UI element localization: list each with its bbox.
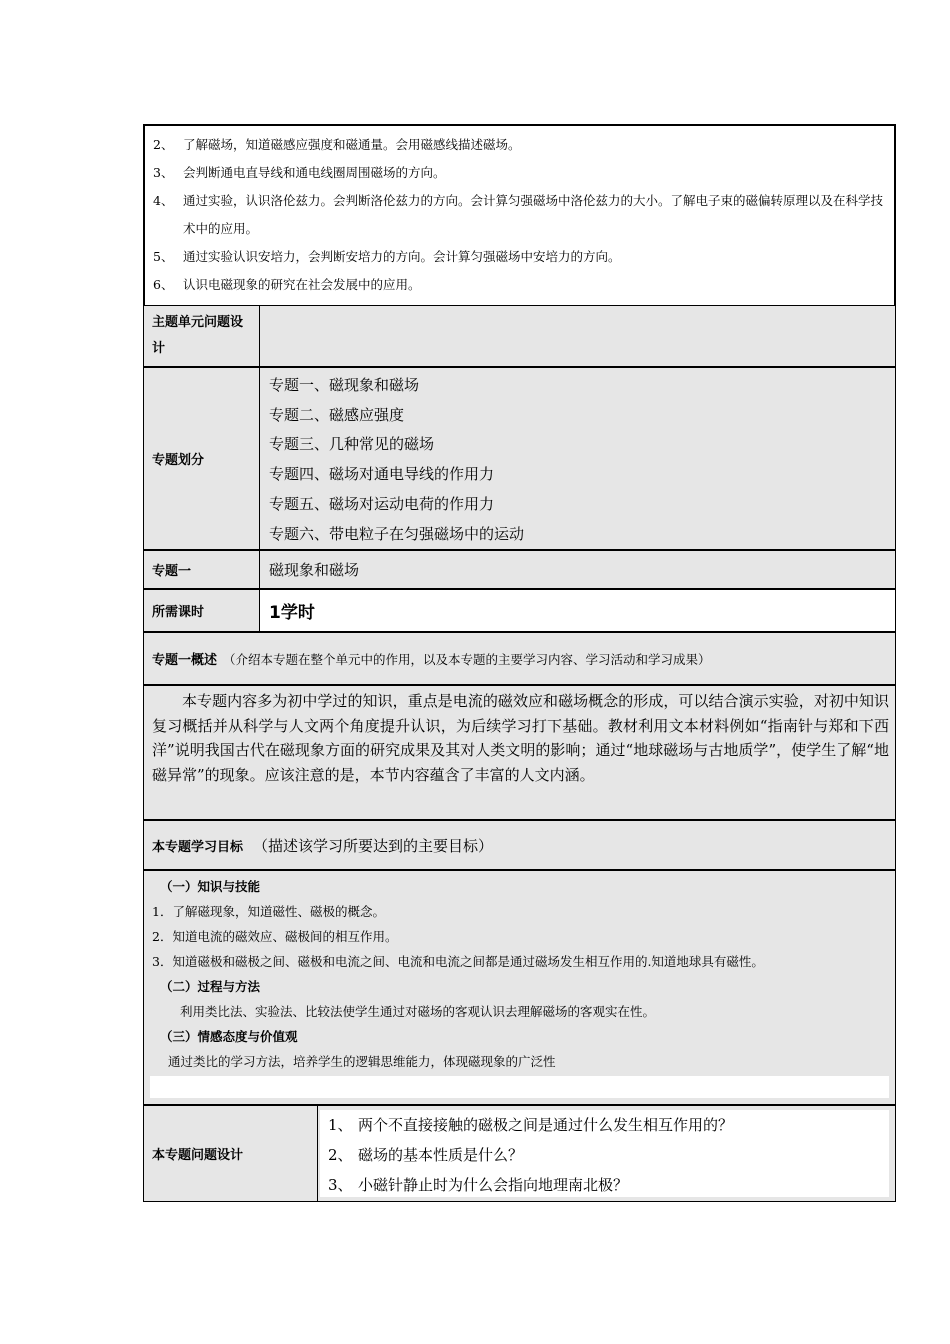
goal-item: 5、 通过实验认识安培力，会判断安培力的方向。会计算匀强磁场中安培力的方向。 bbox=[153, 249, 621, 264]
unit-question-label: 主题单元问题设计 bbox=[144, 306, 260, 366]
goal-item: 6、 认识电磁现象的研究在社会发展中的应用。 bbox=[153, 277, 421, 292]
hours-label: 所需课时 bbox=[144, 590, 260, 631]
unit-goals-section bbox=[143, 124, 896, 305]
attitude-item: 通过类比的学习方法，培养学生的逻辑思维能力，体现磁现象的广泛性 bbox=[168, 1054, 556, 1069]
topic-item: 专题四、磁场对通电导线的作用力 bbox=[269, 465, 495, 484]
overview-hint: （介绍本专题在整个单元中的作用，以及本专题的主要学习内容、学习活动和学习成果） bbox=[223, 651, 711, 667]
overview-content bbox=[143, 685, 896, 820]
question-item: 3、 小磁针静止时为什么会指向地理南北极？ bbox=[328, 1176, 629, 1194]
goal-item: 3、 会判断通电直导线和通电线圈周围磁场的方向。 bbox=[153, 165, 446, 180]
goal-item: 4、 通过实验，认识洛伦兹力。会判断洛伦兹力的方向。会计算匀强磁场中洛伦兹力的大小。了解电子束的磁偏转原理以及在科学技术中的应用。 bbox=[153, 193, 884, 236]
objectives-hint: （描述该学习所要达到的主要目标） bbox=[253, 836, 494, 855]
topic-division-row bbox=[143, 367, 896, 550]
questions-row bbox=[143, 1105, 896, 1202]
overview-paragraph: 本专题内容多为初中学过的知识，重点是电流的磁效应和磁场概念的形成，可以结合演示实验，对初中知识复习概括并从科学与人文两个角度提升认识，为后续学习打下基础。教材利用文本材料例如“指南针与郑和下西洋”说明我国古代在磁现象方面的研究成果及其对人类文明的影响；通过“地球磁场与古地质学”，使学生了解“地磁异常”的现象。应该注意的是，本节内容蕴含了丰富的人文内涵。 bbox=[152, 692, 889, 784]
questions-list bbox=[320, 1110, 889, 1197]
topic-item: 专题三、几种常见的磁场 bbox=[269, 435, 435, 454]
process-item: 利用类比法、实验法、比较法使学生通过对磁场的客观认识去理解磁场的客观实在性。 bbox=[180, 1004, 656, 1019]
knowledge-item: 1．了解磁现象，知道磁性、磁极的概念。 bbox=[152, 904, 385, 919]
process-methods-heading: （二）过程与方法 bbox=[160, 979, 261, 994]
question-item: 1、 两个不直接接触的磁极之间是通过什么发生相互作用的？ bbox=[328, 1116, 734, 1134]
topic-division-label: 专题划分 bbox=[144, 368, 260, 549]
question-item: 2、 磁场的基本性质是什么？ bbox=[328, 1146, 524, 1164]
topic-item: 专题二、磁感应强度 bbox=[269, 405, 405, 424]
topic-one-row bbox=[143, 550, 896, 589]
unit-question-value bbox=[260, 306, 895, 366]
goal-item: 2、 了解磁场，知道磁感应强度和磁通量。会用磁感线描述磁场。 bbox=[153, 137, 521, 152]
topic-item: 专题五、磁场对运动电荷的作用力 bbox=[269, 494, 495, 513]
questions-list-cell bbox=[318, 1106, 895, 1201]
topic-item: 专题六、带电粒子在匀强磁场中的运动 bbox=[269, 524, 525, 543]
questions-label: 本专题问题设计 bbox=[144, 1106, 318, 1201]
objectives-content bbox=[143, 870, 896, 1105]
hours-value: 1学时 bbox=[260, 590, 895, 631]
knowledge-skills-heading: （一）知识与技能 bbox=[160, 879, 261, 894]
overview-label: 专题一概述 bbox=[152, 653, 218, 668]
unit-question-row bbox=[143, 305, 896, 367]
objectives-blank-line bbox=[150, 1076, 889, 1098]
topic-one-value: 磁现象和磁场 bbox=[269, 561, 360, 579]
objectives-header-row bbox=[143, 820, 896, 870]
overview-header-row bbox=[143, 632, 896, 685]
attitude-values-heading: （三）情感态度与价值观 bbox=[160, 1029, 298, 1044]
topic-one-label: 专题一 bbox=[144, 551, 260, 588]
unit-goals-list bbox=[153, 131, 888, 299]
topic-item: 专题一、磁现象和磁场 bbox=[269, 376, 420, 394]
hours-row bbox=[143, 589, 896, 632]
topic-division-list bbox=[260, 368, 895, 549]
knowledge-item: 3．知道磁极和磁极之间、磁极和电流之间、电流和电流之间都是通过磁场发生相互作用的.知道地球具有磁性。 bbox=[152, 954, 764, 969]
objectives-label: 本专题学习目标 bbox=[152, 839, 244, 855]
objectives-body bbox=[144, 874, 895, 1074]
knowledge-item: 2．知道电流的磁效应、磁极间的相互作用。 bbox=[152, 929, 398, 944]
